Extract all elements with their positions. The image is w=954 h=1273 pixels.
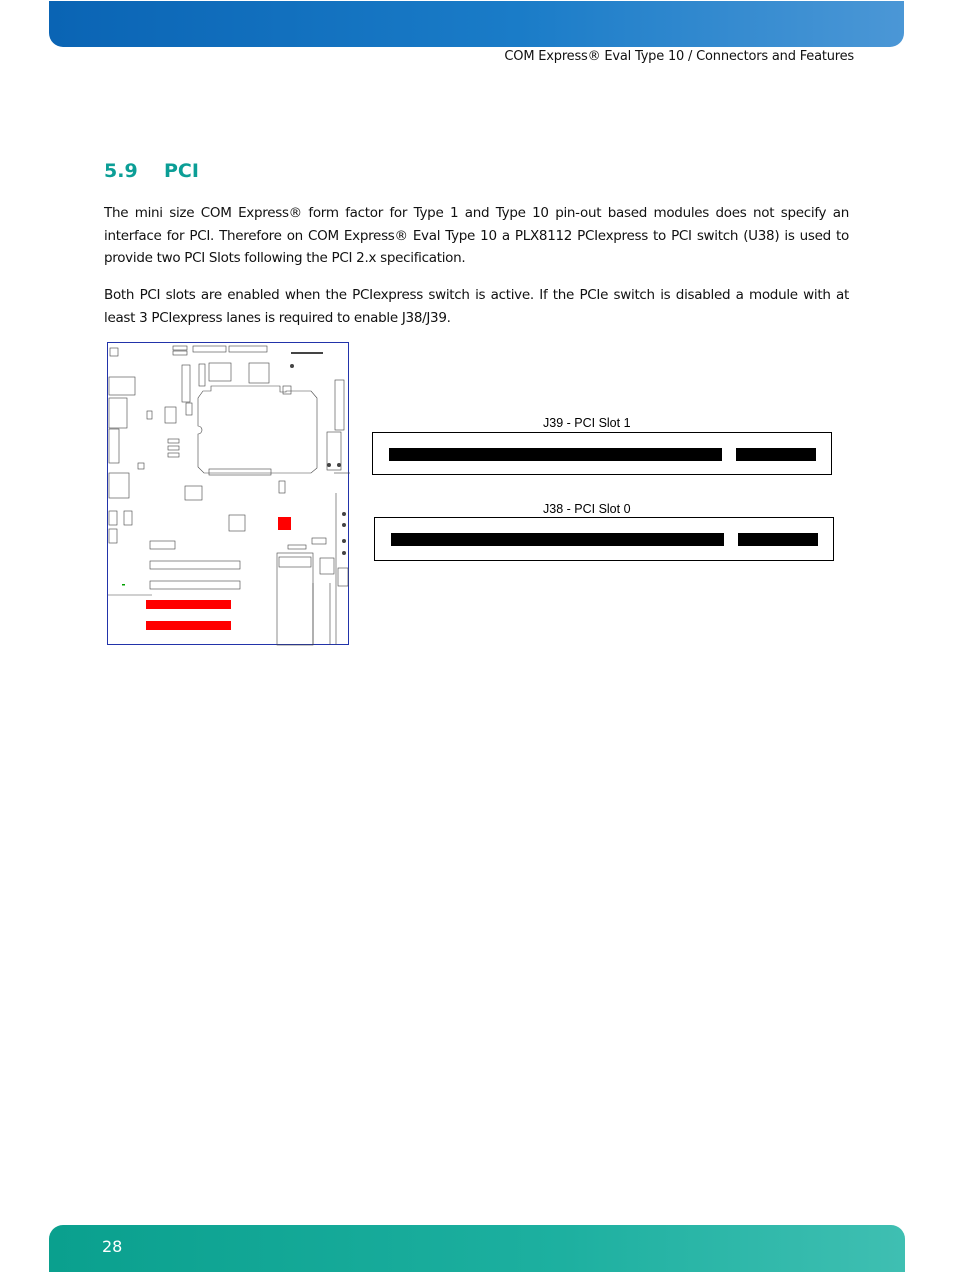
board-layout-drawing xyxy=(108,343,350,646)
pcie-switch-highlight xyxy=(278,517,291,530)
slot-label-j38: J38 - PCI Slot 0 xyxy=(543,502,631,516)
slot-0-main-contacts xyxy=(391,533,724,546)
footer-band xyxy=(49,1225,905,1272)
pci-slot-1 xyxy=(372,432,832,475)
paragraph-2: Both PCI slots are enabled when the PCIexpress switch is active. If the PCIe switch is disabled a module with at least 3 PCIexpress lanes is required to enable J38/J39. xyxy=(104,287,849,326)
section-heading xyxy=(104,160,199,182)
slot-1-main-contacts xyxy=(389,448,722,461)
running-title: COM Express® Eval Type 10 / Connectors and Features xyxy=(504,49,854,64)
header-band xyxy=(49,1,904,47)
pci-slot-0-highlight xyxy=(146,621,231,630)
section-title: PCI xyxy=(164,160,199,182)
paragraph-1: The mini size COM Express® form factor for Type 1 and Type 10 pin-out based modules does not specify an interface for PCI. Therefore on COM Express® Eval Type 10 a PLX8112 PCIexpress to PCI switch (U38) is used to provide two PCI Slots following the PCI 2.x specification. xyxy=(104,205,849,266)
pci-slot-1-highlight xyxy=(146,600,231,609)
slot-0-short-contacts xyxy=(738,533,818,546)
section-number: 5.9 xyxy=(104,160,138,182)
slot-1-short-contacts xyxy=(736,448,816,461)
page-number: 28 xyxy=(102,1237,123,1256)
led-marker xyxy=(122,584,125,586)
board-layout-figure xyxy=(107,342,349,645)
slot-label-j39: J39 - PCI Slot 1 xyxy=(543,416,631,430)
pci-slot-0 xyxy=(374,517,834,561)
pci-slot-diagram xyxy=(372,412,836,572)
